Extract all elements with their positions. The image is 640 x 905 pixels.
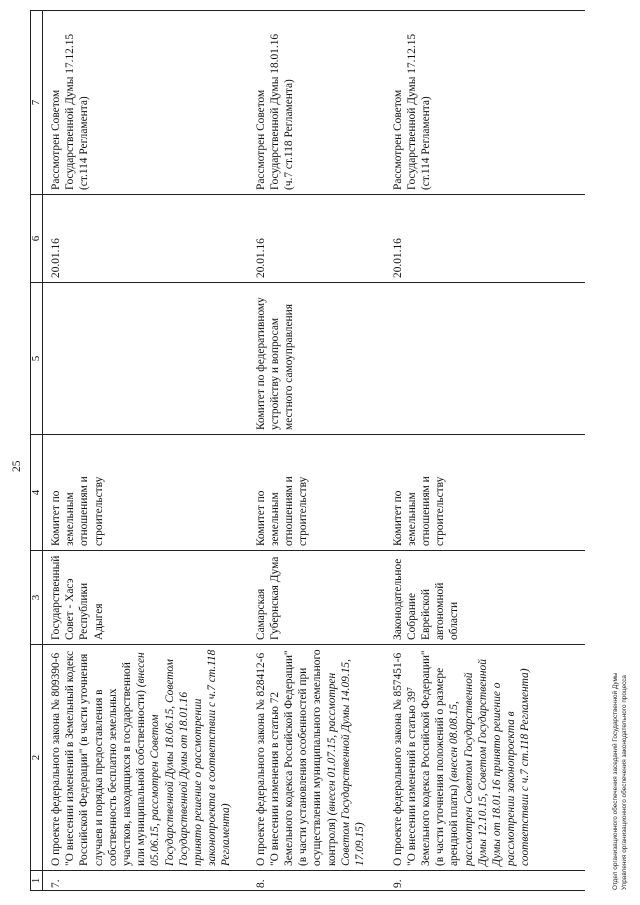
responsible-committee: Комитет по земельным отношениям и строительству xyxy=(43,435,248,551)
row-number: 8. xyxy=(248,871,385,891)
col-header-6: 6 xyxy=(31,195,43,283)
bill-description xyxy=(385,645,585,871)
bill-author: Законодательное Собрание Еврейской автономной области xyxy=(385,551,585,645)
footer-line-1: Отдел организационного обеспечения заседаний Государственной Думы xyxy=(612,672,619,890)
bill-note: (внесен 01.07.15, рассмотрен Советом Государственной Думы 14.09.15, 17.09.15) xyxy=(325,659,367,866)
bill-status: Рассмотрен Советом Государственной Думы 17.12.15 (ст.114 Регламента) xyxy=(43,11,248,195)
col-header-2: 2 xyxy=(31,645,43,871)
review-date: 20.01.16 xyxy=(385,195,585,283)
review-date: 20.01.16 xyxy=(43,195,248,283)
bill-description xyxy=(43,645,248,871)
row-number: 9. xyxy=(385,871,585,891)
bill-note: (внесен 05.06.15, рассмотрен Советом Государственной Думы 18.06.15, Советом Государственной Думы от 18.01.16 принято решение о рассмотрении законопроекта в соответствии с ч.7 ст.118 Регламента) xyxy=(135,649,233,866)
page-number: 25 xyxy=(11,460,23,472)
bill-title: О проекте федерального закона № 857451-6 "О внесении изменений в статью 39⁷ Земельного кодекса Российской Федерации" (в части уточнения положений о размере арендной платы) xyxy=(391,650,461,866)
col-header-4: 4 xyxy=(31,435,43,551)
table-row xyxy=(43,11,248,891)
col-header-5: 5 xyxy=(31,283,43,435)
bills-table xyxy=(30,10,585,891)
bill-description xyxy=(248,645,385,871)
bill-note: (внесен 08.08.15, рассмотрен Советом Государственной Думы 12.10.15, Советом Государственной Думы от 18.01.16 принято решение о рассмотрении законопроекта в соответствии с ч.7 ст.118 Регламента) xyxy=(448,659,532,866)
bill-title: О проекте федерального закона № 809390-6 "О внесении изменений в Земельный кодекс Российской Федерации" (в части уточнения случаев и порядка предоставления в собственность бесплатно земельных участков, находящихся в государственной или муниципальной собственности) xyxy=(50,650,148,866)
co-committee xyxy=(385,283,585,435)
bill-author: Самарская Губернская Дума xyxy=(248,551,385,645)
col-header-3: 3 xyxy=(31,551,43,645)
footer-line-2: Управления организационного обеспечения законодательного процесса xyxy=(621,675,628,890)
co-committee: Комитет по федеративному устройству и вопросам местного самоуправления xyxy=(248,283,385,435)
page-footer xyxy=(611,673,629,891)
table-row xyxy=(248,11,385,891)
col-header-1: 1 xyxy=(31,871,43,891)
responsible-committee: Комитет по земельным отношениям и строительству xyxy=(385,435,585,551)
column-number-row xyxy=(31,11,43,891)
review-date: 20.01.16 xyxy=(248,195,385,283)
col-header-7: 7 xyxy=(31,11,43,195)
bill-status: Рассмотрен Советом Государственной Думы 17.12.15 (ст.114 Регламента) xyxy=(385,11,585,195)
row-number: 7. xyxy=(43,871,248,891)
table-row xyxy=(385,11,585,891)
bill-status: Рассмотрен Советом Государственной Думы 18.01.16 (ч.7 ст.118 Регламента) xyxy=(248,11,385,195)
responsible-committee: Комитет по земельным отношениям и строительству xyxy=(248,435,385,551)
bill-author: Государственный Совет - Хасэ Республики Адыгея xyxy=(43,551,248,645)
bill-title: О проекте федерального закона № 828412-6 "О внесении изменения в статью 72 Земельного кодекса Российской Федерации" (в части установления особенностей при осуществлении муниципального земельного контроля) xyxy=(254,649,338,866)
co-committee xyxy=(43,283,248,435)
